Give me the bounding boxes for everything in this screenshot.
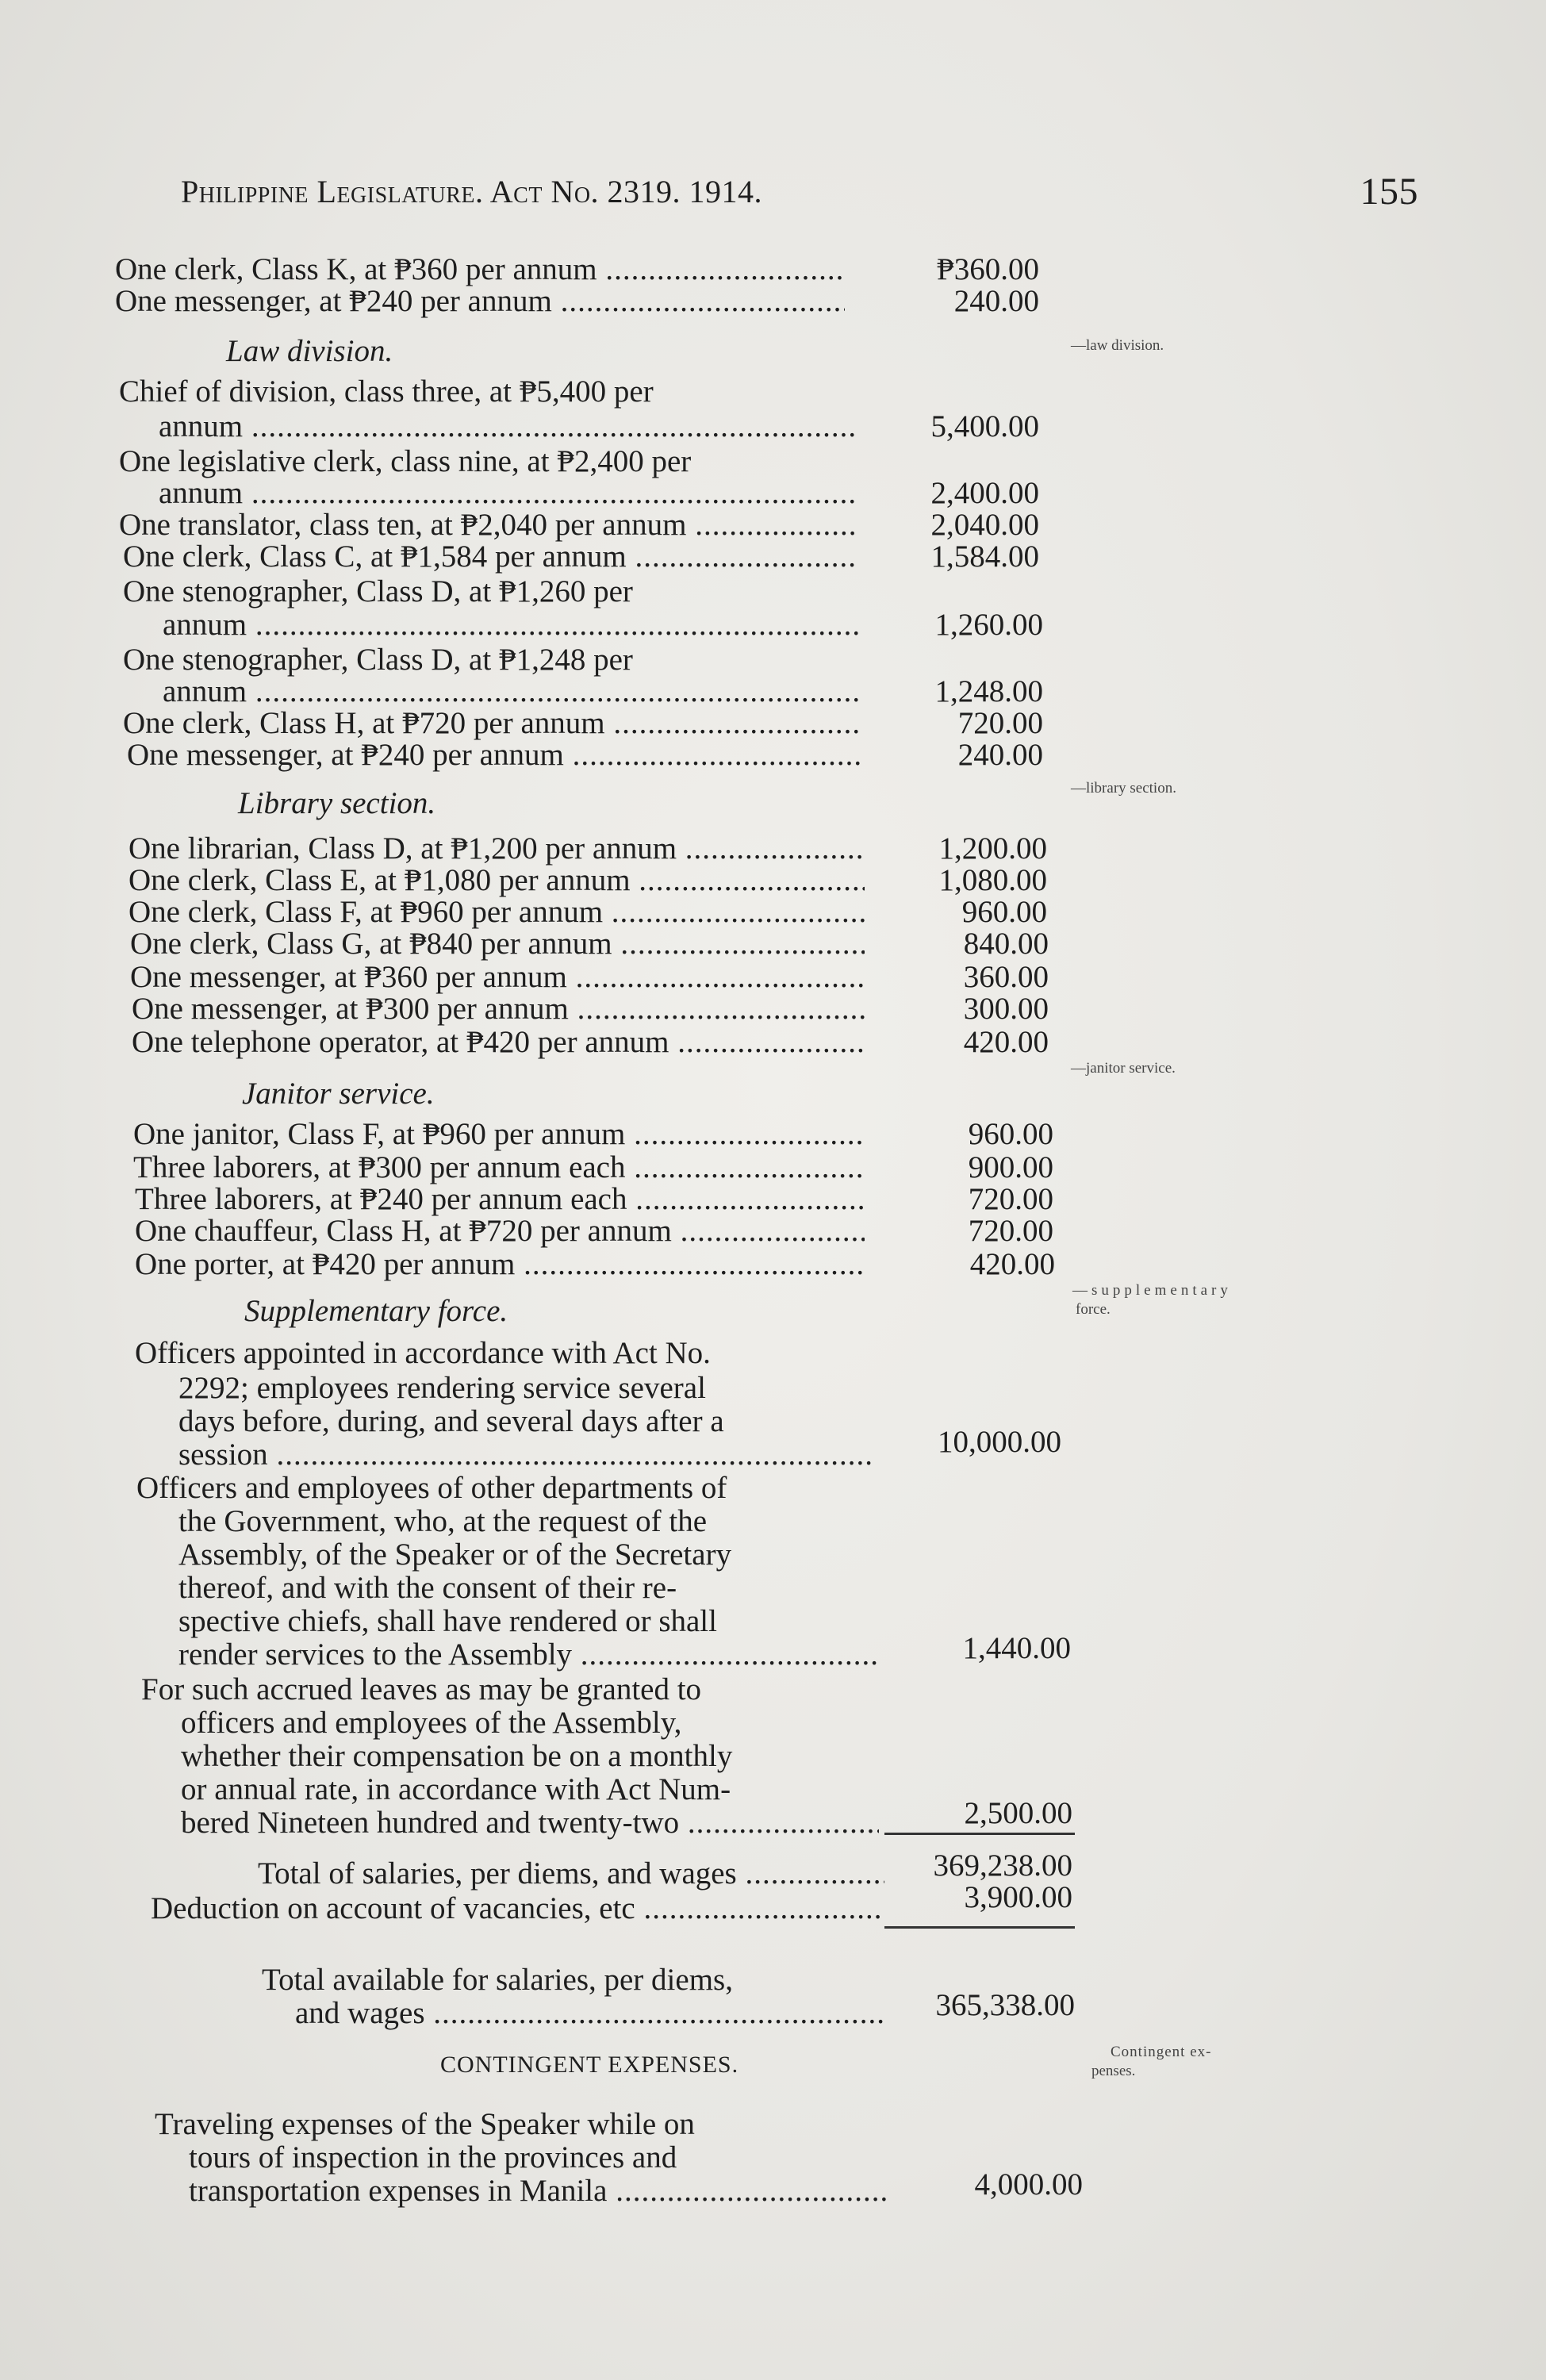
entry-label: Three laborers, at ₱240 per annum each ..... bbox=[135, 1182, 865, 1217]
entry-amount: 1,200.00 bbox=[938, 831, 1047, 866]
entry-label: One stenographer, Class D, at ₱1,248 per bbox=[123, 643, 633, 677]
item-line: thereof, and with the consent of their re- bbox=[178, 1571, 677, 1605]
section-heading-supplementary: Supplementary force. bbox=[244, 1294, 508, 1328]
entry-label: One janitor, Class F, at ₱960 per annum ..... bbox=[133, 1117, 865, 1152]
entry-amount: 720.00 bbox=[968, 1214, 1053, 1248]
item-line: Officers and employees of other departments of bbox=[136, 1471, 727, 1505]
entry-label: Three laborers, at ₱300 per annum each ..... bbox=[133, 1150, 865, 1185]
page-header bbox=[181, 173, 1418, 221]
entry-label: One clerk, Class K, at ₱360 per annum ..... bbox=[115, 252, 845, 287]
item-line: officers and employees of the Assembly, bbox=[181, 1706, 682, 1740]
entry-label: One librarian, Class D, at ₱1,200 per annum ..... bbox=[129, 831, 865, 866]
item-line: Officers appointed in accordance with Act No. bbox=[135, 1336, 711, 1370]
deduction-label: Deduction on account of vacancies, etc ..... bbox=[151, 1891, 884, 1926]
entry-label-cont: annum ..... bbox=[163, 674, 861, 709]
entry-label-cont: annum ..... bbox=[163, 608, 861, 643]
entry-label: One messenger, at ₱240 per annum ..... bbox=[127, 738, 861, 773]
entry-label: One clerk, Class E, at ₱1,080 per annum ..... bbox=[129, 863, 865, 898]
entry-amount: 960.00 bbox=[961, 895, 1047, 929]
total-amount: 369,238.00 bbox=[933, 1848, 1072, 1883]
entry-amount: 5,400.00 bbox=[930, 409, 1039, 443]
entry-label: One messenger, at ₱240 per annum ..... bbox=[115, 284, 845, 319]
item-amount: 2,500.00 bbox=[964, 1796, 1072, 1830]
margin-note-contingent-cont: penses. bbox=[1091, 2063, 1136, 2079]
available-amount: 365,338.00 bbox=[935, 1988, 1075, 2022]
entry-label-cont: annum ..... bbox=[159, 476, 857, 511]
item-amount: 4,000.00 bbox=[974, 2167, 1083, 2202]
entry-amount: ₱360.00 bbox=[937, 252, 1039, 286]
entry-label: Chief of division, class three, at ₱5,400 per bbox=[119, 374, 654, 409]
item-line: For such accrued leaves as may be granted to bbox=[141, 1672, 702, 1706]
entry-amount: 960.00 bbox=[968, 1117, 1053, 1151]
item-line: 2292; employees rendering service several bbox=[178, 1371, 706, 1405]
entry-label: One legislative clerk, class nine, at ₱2,400 per bbox=[119, 444, 692, 478]
margin-note-contingent: Contingent ex- bbox=[1111, 2044, 1212, 2060]
margin-note-supplementary: —supplementary bbox=[1072, 1282, 1232, 1299]
item-line: session ..... bbox=[178, 1438, 873, 1472]
entry-amount: 900.00 bbox=[968, 1150, 1053, 1184]
item-amount: 1,440.00 bbox=[962, 1631, 1071, 1665]
available-label-cont: and wages ..... bbox=[295, 1996, 886, 2031]
section-heading-janitor: Janitor service. bbox=[242, 1077, 435, 1111]
entry-amount: 720.00 bbox=[968, 1182, 1053, 1216]
item-line: Assembly, of the Speaker or of the Secretary bbox=[178, 1537, 732, 1572]
entry-amount: 1,584.00 bbox=[930, 539, 1039, 574]
item-line: bered Nineteen hundred and twenty-two ..... bbox=[181, 1806, 879, 1841]
entry-label: One messenger, at ₱300 per annum ..... bbox=[132, 992, 865, 1027]
entry-amount: 360.00 bbox=[963, 960, 1049, 994]
entry-amount: 240.00 bbox=[953, 284, 1039, 318]
margin-note-law: —law division. bbox=[1071, 337, 1164, 354]
item-line: render services to the Assembly ..... bbox=[178, 1637, 877, 1672]
margin-note-library: —library section. bbox=[1071, 780, 1176, 797]
item-amount: 10,000.00 bbox=[938, 1425, 1061, 1459]
item-line: or annual rate, in accordance with Act Num- bbox=[181, 1772, 731, 1806]
entry-amount: 420.00 bbox=[963, 1025, 1049, 1059]
item-line: whether their compensation be on a monthly bbox=[181, 1739, 733, 1773]
entry-label-cont: annum ..... bbox=[159, 409, 857, 444]
section-heading-contingent: CONTINGENT EXPENSES. bbox=[440, 2052, 739, 2078]
entry-label: One clerk, Class F, at ₱960 per annum ..... bbox=[129, 895, 865, 930]
item-line: Traveling expenses of the Speaker while on bbox=[155, 2107, 695, 2141]
entry-amount: 1,260.00 bbox=[934, 608, 1043, 642]
deduction-amount: 3,900.00 bbox=[964, 1880, 1072, 1914]
entry-label: One stenographer, Class D, at ₱1,260 per bbox=[123, 574, 633, 608]
entry-amount: 2,040.00 bbox=[930, 508, 1039, 542]
entry-label: One messenger, at ₱360 per annum ..... bbox=[130, 960, 865, 995]
entry-amount: 1,248.00 bbox=[934, 674, 1043, 708]
total-label: Total of salaries, per diems, and wages ..... bbox=[258, 1856, 884, 1891]
entry-amount: 2,400.00 bbox=[930, 476, 1039, 510]
entry-label: One chauffeur, Class H, at ₱720 per annum ..... bbox=[135, 1214, 865, 1249]
entry-amount: 720.00 bbox=[957, 706, 1043, 740]
page-number: 155 bbox=[1360, 171, 1418, 213]
entry-label: One clerk, Class G, at ₱840 per annum ..... bbox=[130, 927, 865, 962]
section-heading-law: Law division. bbox=[226, 334, 393, 368]
running-title: Philippine Legislature. Act No. 2319. 1914. bbox=[181, 174, 763, 209]
entry-amount: 420.00 bbox=[969, 1247, 1055, 1281]
entry-label: One porter, at ₱420 per annum ..... bbox=[135, 1247, 865, 1282]
item-line: spective chiefs, shall have rendered or shall bbox=[178, 1604, 717, 1638]
difference-rule bbox=[884, 1926, 1075, 1929]
margin-note-janitor: —janitor service. bbox=[1071, 1060, 1176, 1077]
entry-amount: 240.00 bbox=[957, 738, 1043, 772]
available-label: Total available for salaries, per diems, bbox=[262, 1963, 733, 1997]
sum-rule bbox=[884, 1833, 1075, 1835]
item-line: the Government, who, at the request of the bbox=[178, 1504, 708, 1538]
entry-label: One clerk, Class H, at ₱720 per annum ..... bbox=[123, 706, 861, 741]
section-heading-library: Library section. bbox=[238, 786, 436, 820]
entry-amount: 1,080.00 bbox=[938, 863, 1047, 897]
item-line: days before, during, and several days after a bbox=[178, 1404, 724, 1438]
item-line: tours of inspection in the provinces and bbox=[189, 2140, 677, 2175]
item-line: transportation expenses in Manila ..... bbox=[189, 2174, 887, 2209]
entry-amount: 840.00 bbox=[963, 927, 1049, 961]
entry-label: One translator, class ten, at ₱2,040 per annum ..... bbox=[119, 508, 857, 543]
entry-label: One telephone operator, at ₱420 per annum ..... bbox=[132, 1025, 865, 1060]
entry-amount: 300.00 bbox=[963, 992, 1049, 1026]
entry-label: One clerk, Class C, at ₱1,584 per annum ..... bbox=[123, 539, 857, 574]
margin-note-supplementary-cont: force. bbox=[1076, 1301, 1111, 1318]
